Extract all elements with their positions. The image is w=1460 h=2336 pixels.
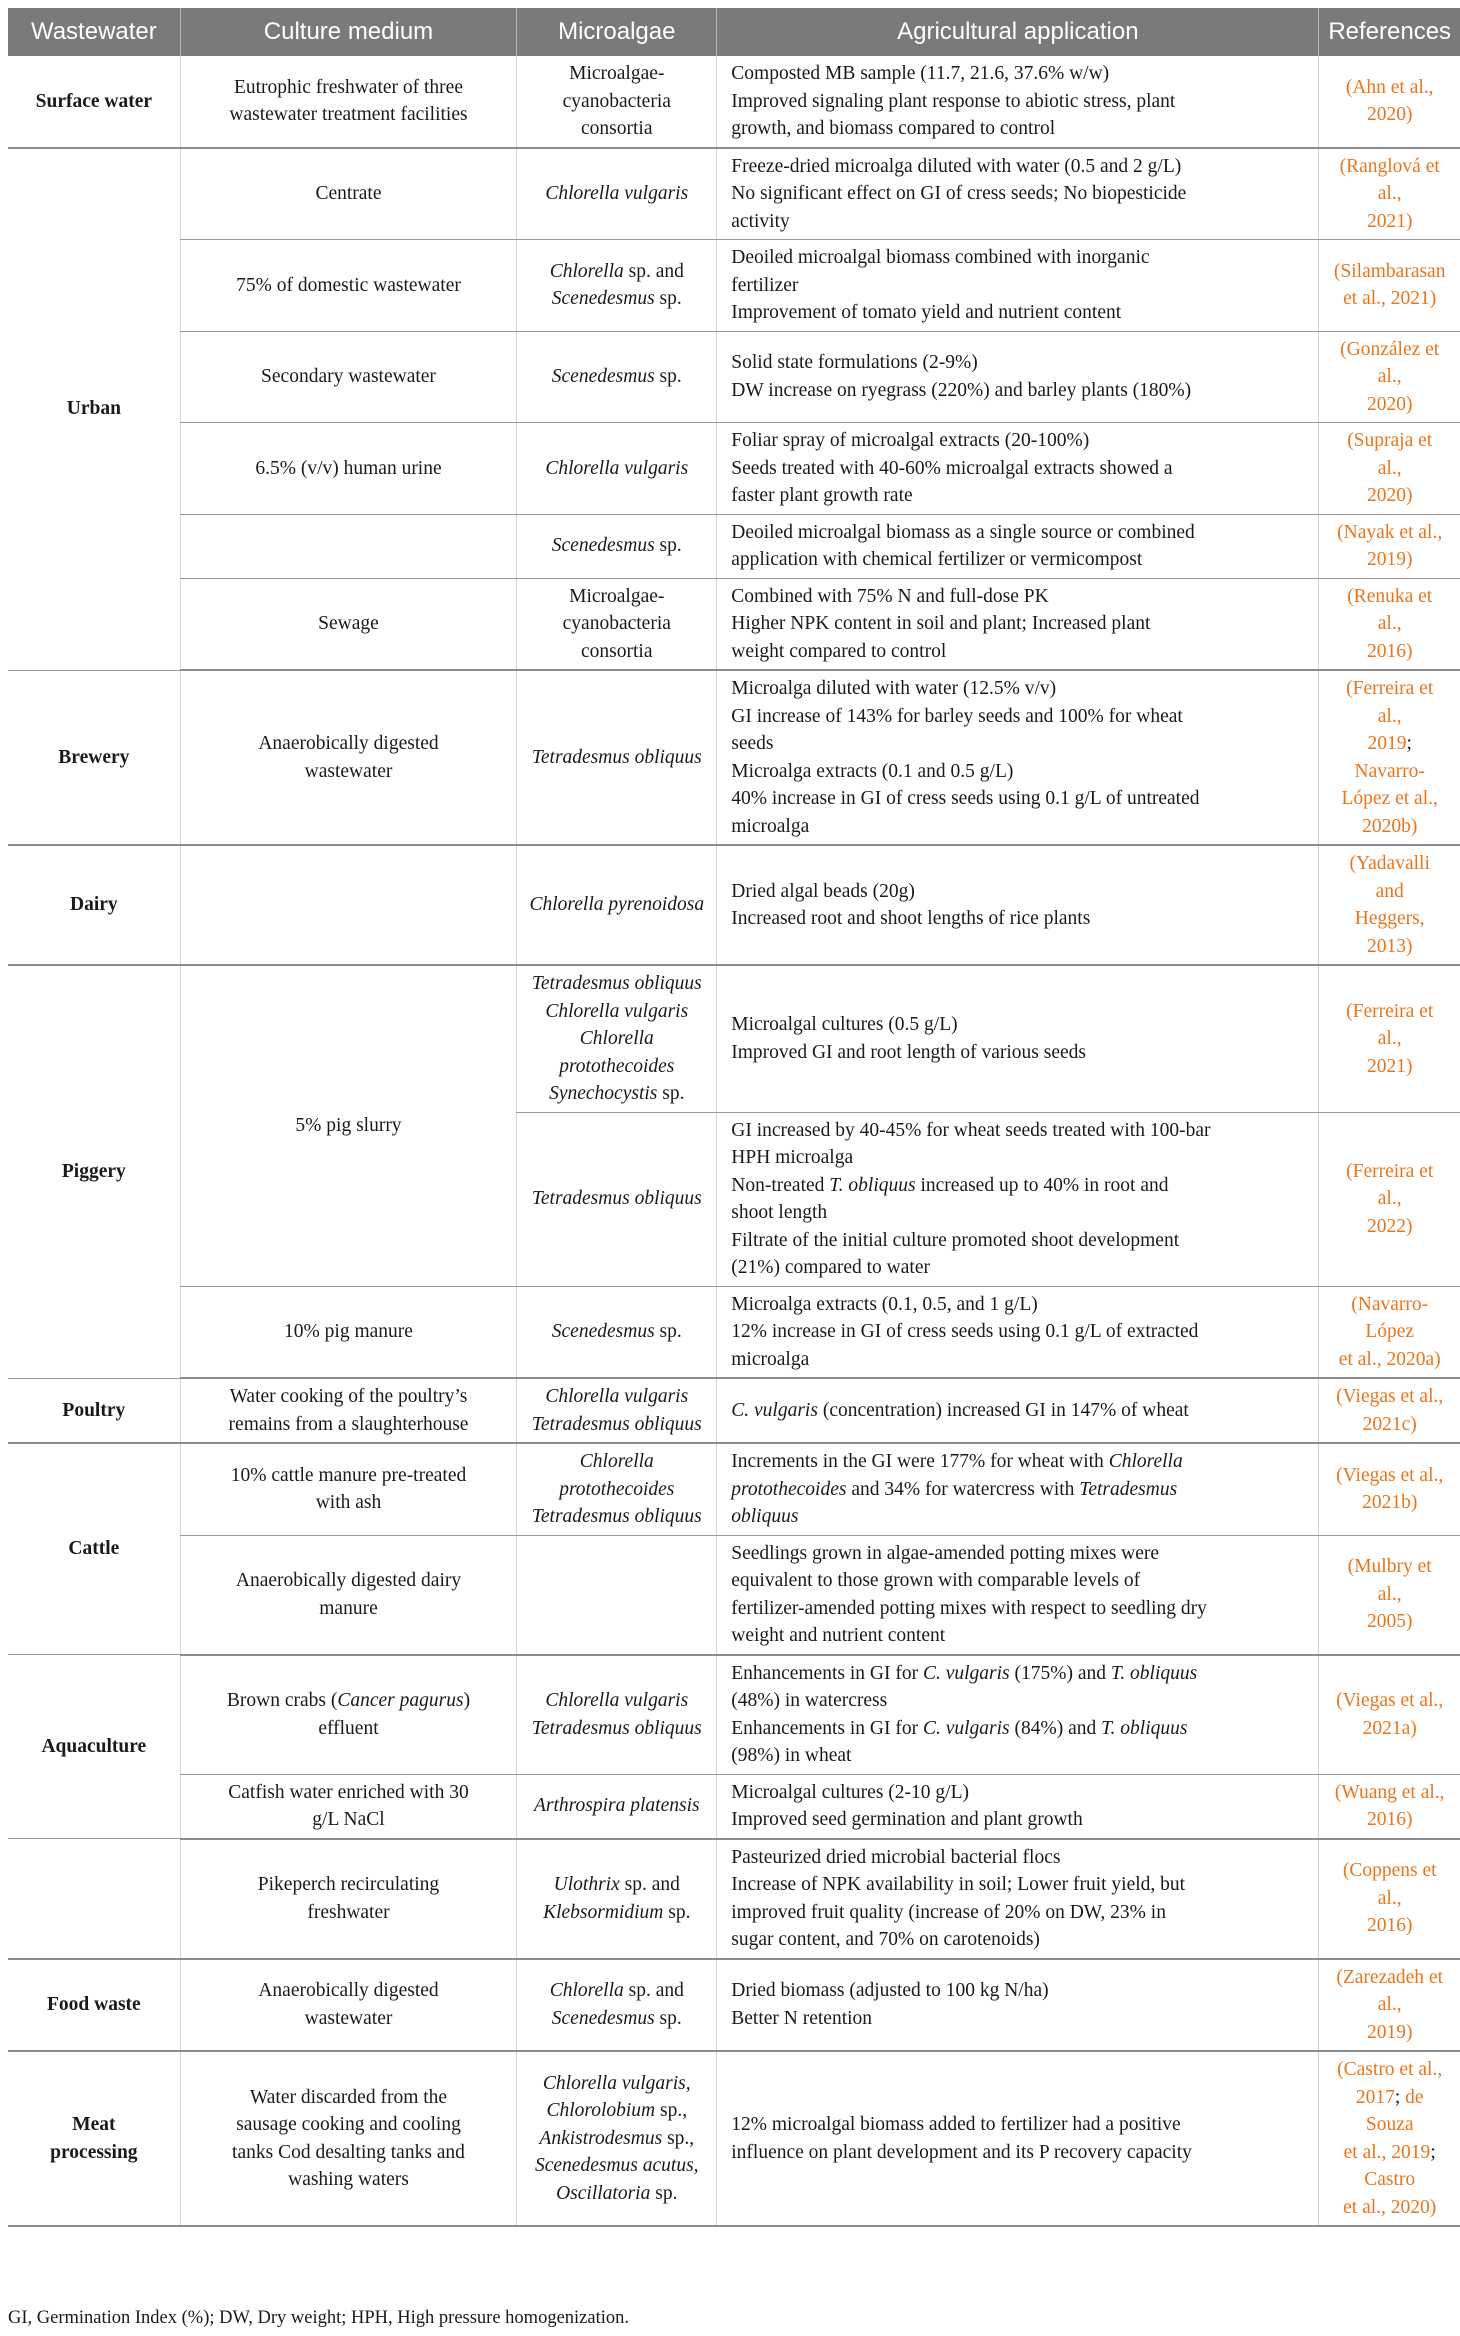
medium-cell: Secondary wastewater [180, 331, 517, 423]
application-cell: Enhancements in GI for C. vulgaris (175%) and T. obliquus (48%) in watercress Enhancements in GI for C. vulgaris (84%) and T. obliquus (98%) in wheat [717, 1655, 1319, 1775]
reference-cell[interactable]: (Ferreira et al., 2019; Navarro- López et al., 2020b) [1319, 670, 1460, 845]
microalgae-cell: Tetradesmus obliquus Chlorella vulgaris Chlorella protothecoides Synechocystis sp. [517, 965, 717, 1112]
application-cell: Microalga diluted with water (12.5% v/v) GI increase of 143% for barley seeds and 100% for wheat seeds Microalga extracts (0.1 and 0.5 g/L) 40% increase in GI of cress seeds using 0.1 g/L of untreated microalga [717, 670, 1319, 845]
reference-cell[interactable]: (Renuka et al., 2016) [1319, 578, 1460, 670]
table-row [8, 1535, 1460, 1655]
microalgae-cell: Chlorella vulgaris Tetradesmus obliquus [517, 1655, 717, 1775]
medium-cell [180, 845, 517, 965]
wastewater-cell: Piggery [8, 965, 180, 1378]
application-cell: Pasteurized dried microbial bacterial flocs Increase of NPK availability in soil; Lower fruit yield, but improved fruit quality (increase of 20% on DW, 23% in sugar content, and 70% on carotenoids) [717, 1839, 1319, 1959]
table-row [8, 578, 1460, 670]
microalgae-cell: Chlorella vulgaris Tetradesmus obliquus [517, 1378, 717, 1443]
microalgae-cell: Scenedesmus sp. [517, 331, 717, 423]
microalgae-cell [517, 1535, 717, 1655]
header-culture-medium: Culture medium [180, 8, 517, 56]
application-cell: Dried algal beads (20g) Increased root and shoot lengths of rice plants [717, 845, 1319, 965]
data-table [8, 8, 1460, 2227]
medium-cell: Catfish water enriched with 30 g/L NaCl [180, 1774, 517, 1839]
medium-cell [180, 514, 517, 578]
medium-cell: Anaerobically digested wastewater [180, 1959, 517, 2052]
application-cell: Combined with 75% N and full-dose PK Higher NPK content in soil and plant; Increased plant weight compared to control [717, 578, 1319, 670]
table-row [8, 845, 1460, 965]
reference-cell[interactable]: (Ferreira et al., 2021) [1319, 965, 1460, 1112]
reference-cell[interactable]: (Mulbry et al., 2005) [1319, 1535, 1460, 1655]
application-cell: Solid state formulations (2-9%) DW increase on ryegrass (220%) and barley plants (180%) [717, 331, 1319, 423]
application-cell: Deoiled microalgal biomass combined with inorganic fertilizer Improvement of tomato yield and nutrient content [717, 240, 1319, 332]
application-cell: Freeze-dried microalga diluted with water (0.5 and 2 g/L) No significant effect on GI of cress seeds; No biopesticide activity [717, 148, 1319, 240]
reference-cell[interactable]: (Ranglová et al., 2021) [1319, 148, 1460, 240]
reference-cell[interactable]: (Nayak et al., 2019) [1319, 514, 1460, 578]
microalgae-cell: Tetradesmus obliquus [517, 670, 717, 845]
medium-cell: Sewage [180, 578, 517, 670]
table-row [8, 1286, 1460, 1378]
medium-cell: Anaerobically digested dairy manure [180, 1535, 517, 1655]
wastewater-cell: Urban [8, 148, 180, 671]
medium-cell: Water discarded from the sausage cooking and cooling tanks Cod desalting tanks and washing waters [180, 2051, 517, 2226]
microalgae-cell: Chlorella pyrenoidosa [517, 845, 717, 965]
reference-cell[interactable]: (Ferreira et al., 2022) [1319, 1112, 1460, 1286]
wastewater-cell: Cattle [8, 1443, 180, 1655]
microalgae-cell: Chlorella protothecoides Tetradesmus obliquus [517, 1443, 717, 1535]
reference-cell[interactable]: (Silambarasan et al., 2021) [1319, 240, 1460, 332]
application-cell: Foliar spray of microalgal extracts (20-100%) Seeds treated with 40-60% microalgal extracts showed a faster plant growth rate [717, 423, 1319, 515]
wastewater-cell: Poultry [8, 1378, 180, 1443]
table-row [8, 148, 1460, 240]
application-cell: Composted MB sample (11.7, 21.6, 37.6% w/w) Improved signaling plant response to abiotic stress, plant growth, and biomass compared to control [717, 56, 1319, 148]
table-footnote: GI, Germination Index (%); DW, Dry weight; HPH, High pressure homogenization. [8, 2308, 629, 2328]
reference-cell[interactable]: (Navarro-López et al., 2020a) [1319, 1286, 1460, 1378]
table-row [8, 514, 1460, 578]
header-row [8, 8, 1460, 56]
header-wastewater: Wastewater [8, 8, 180, 56]
table-row [8, 1774, 1460, 1839]
table-row [8, 1655, 1460, 1775]
microalgae-cell: Microalgae-cyanobacteria consortia [517, 578, 717, 670]
table-row [8, 1443, 1460, 1535]
application-cell: 12% microalgal biomass added to fertilizer had a positive influence on plant development and its P recovery capacity [717, 2051, 1319, 2226]
medium-cell: 5% pig slurry [180, 965, 517, 1286]
medium-cell: 6.5% (v/v) human urine [180, 423, 517, 515]
microalgae-cell: Ulothrix sp. and Klebsormidium sp. [517, 1839, 717, 1959]
wastewater-cell: Dairy [8, 845, 180, 965]
medium-cell: Water cooking of the poultry’s remains from a slaughterhouse [180, 1378, 517, 1443]
microalgae-cell: Chlorella sp. and Scenedesmus sp. [517, 1959, 717, 2052]
reference-cell[interactable]: (Castro et al., 2017; de Souza et al., 2019; Castro et al., 2020) [1319, 2051, 1460, 2226]
table-row [8, 670, 1460, 845]
header-application: Agricultural application [717, 8, 1319, 56]
application-cell: Microalgal cultures (0.5 g/L) Improved GI and root length of various seeds [717, 965, 1319, 1112]
application-cell: C. vulgaris (concentration) increased GI in 147% of wheat [717, 1378, 1319, 1443]
wastewater-cell: Meat processing [8, 2051, 180, 2226]
table-row [8, 1378, 1460, 1443]
reference-cell[interactable]: (Coppens et al., 2016) [1319, 1839, 1460, 1959]
medium-cell: Anaerobically digested wastewater [180, 670, 517, 845]
microalgae-cell: Chlorella sp. and Scenedesmus sp. [517, 240, 717, 332]
table-row [8, 423, 1460, 515]
medium-cell: Pikeperch recirculating freshwater [180, 1839, 517, 1959]
reference-cell[interactable]: (Viegas et al., 2021b) [1319, 1443, 1460, 1535]
microalgae-cell: Arthrospira platensis [517, 1774, 717, 1839]
microalgae-cell: Chlorella vulgaris [517, 423, 717, 515]
reference-cell[interactable]: (Wuang et al., 2016) [1319, 1774, 1460, 1839]
microalgae-cell: Microalgae-cyanobacteria consortia [517, 56, 717, 148]
application-cell: Microalga extracts (0.1, 0.5, and 1 g/L) 12% increase in GI of cress seeds using 0.1 g/L of extracted microalga [717, 1286, 1319, 1378]
header-references: References [1319, 8, 1460, 56]
table-row [8, 331, 1460, 423]
wastewater-cell: Food waste [8, 1959, 180, 2052]
wastewater-cell [8, 1839, 180, 1959]
medium-cell: Brown crabs (Cancer pagurus) effluent [180, 1655, 517, 1775]
application-cell: Deoiled microalgal biomass as a single source or combined application with chemical fertilizer or vermicompost [717, 514, 1319, 578]
wastewater-cell: Surface water [8, 56, 180, 148]
table-row [8, 1959, 1460, 2052]
microalgae-cell: Chlorella vulgaris [517, 148, 717, 240]
medium-cell: 75% of domestic wastewater [180, 240, 517, 332]
application-cell: Microalgal cultures (2-10 g/L) Improved seed germination and plant growth [717, 1774, 1319, 1839]
table-row [8, 965, 1460, 1112]
table-row [8, 2051, 1460, 2226]
reference-cell[interactable]: (Yadavalli and Heggers, 2013) [1319, 845, 1460, 965]
application-cell: Seedlings grown in algae-amended potting mixes were equivalent to those grown with comparable levels of fertilizer-amended potting mixes with respect to seedling dry weight and nutrient content [717, 1535, 1319, 1655]
reference-cell[interactable]: (Zarezadeh et al., 2019) [1319, 1959, 1460, 2052]
reference-cell[interactable]: (Viegas et al., 2021a) [1319, 1655, 1460, 1775]
reference-cell[interactable]: (González et al., 2020) [1319, 331, 1460, 423]
application-cell: Increments in the GI were 177% for wheat with Chlorella protothecoides and 34% for watercress with Tetradesmus obliquus [717, 1443, 1319, 1535]
table-row [8, 1839, 1460, 1959]
application-cell: Dried biomass (adjusted to 100 kg N/ha) Better N retention [717, 1959, 1319, 2052]
medium-cell: Eutrophic freshwater of three wastewater treatment facilities [180, 56, 517, 148]
microalgae-cell: Scenedesmus sp. [517, 514, 717, 578]
medium-cell: 10% cattle manure pre-treated with ash [180, 1443, 517, 1535]
microalgae-cell: Tetradesmus obliquus [517, 1112, 717, 1286]
microalgae-cell: Chlorella vulgaris, Chlorolobium sp., Ankistrodesmus sp., Scenedesmus acutus, Oscillatoria sp. [517, 2051, 717, 2226]
medium-cell: 10% pig manure [180, 1286, 517, 1378]
reference-cell[interactable]: (Ahn et al., 2020) [1319, 56, 1460, 148]
application-cell: GI increased by 40-45% for wheat seeds treated with 100-bar HPH microalga Non-treated T. obliquus increased up to 40% in root and shoot length Filtrate of the initial culture promoted shoot development (21%) compared to water [717, 1112, 1319, 1286]
microalgae-cell: Scenedesmus sp. [517, 1286, 717, 1378]
medium-cell: Centrate [180, 148, 517, 240]
header-microalgae: Microalgae [517, 8, 717, 56]
wastewater-cell: Brewery [8, 670, 180, 845]
wastewater-cell: Aquaculture [8, 1655, 180, 1839]
reference-cell[interactable]: (Viegas et al., 2021c) [1319, 1378, 1460, 1443]
table-row [8, 56, 1460, 148]
reference-cell[interactable]: (Supraja et al., 2020) [1319, 423, 1460, 515]
table-row [8, 240, 1460, 332]
